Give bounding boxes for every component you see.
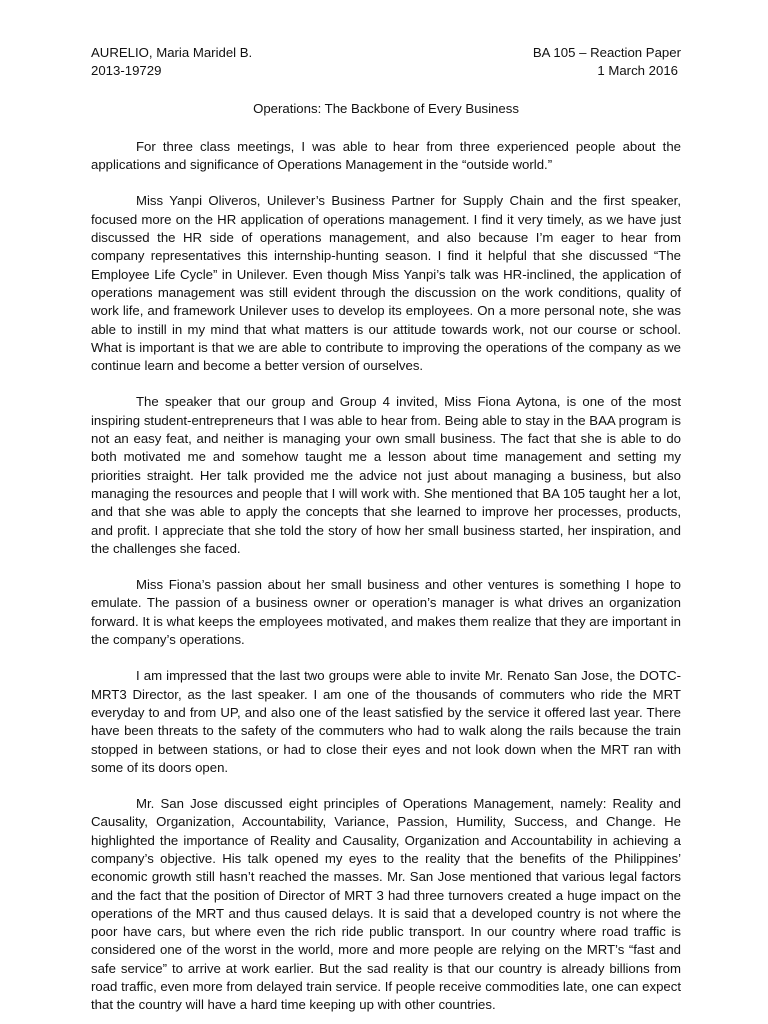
paragraph-second-speaker: The speaker that our group and Group 4 invited, Miss Fiona Aytona, is one of the most inspiring student-entrepreneurs that I was able to hear from. Being able to stay in the BAA program is not an easy feat, and neither is managing your own small business. The fact that she is able to do both motivated me and somehow taught me a lesson about time management and setting my priorities straight. Her talk provided me the advice not just about managing a business, but also managing the resources and people that I will work with. She mentioned that BA 105 taught her a lot, and that she was able to apply the concepts that she learned to improve her processes, products, and profit. I appreciate that she told the story of how her small business started, her inspiration, and the challenges she faced.	[91, 394, 681, 556]
paragraph-third-speaker: I am impressed that the last two groups were able to invite Mr. Renato San Jose, the DOTC-MRT3 Director, as the last speaker. I am one of the thousands of commuters who ride the MRT everyday to and from UP, and also one of the least satisfied by the service it offered last year. There have been threats to the safety of the commuters who had to walk along the rails because the train stopped in between stations, or had to close their eyes and not look down when the MRT ran with some of its doors open.	[91, 668, 681, 775]
paper-date: 1 March 2016	[597, 63, 678, 79]
author-block	[91, 44, 252, 81]
course-block	[533, 44, 681, 81]
paragraph-first-speaker: Miss Yanpi Oliveros, Unilever’s Business Partner for Supply Chain and the first speaker, focused more on the HR application of operations management. I find it very timely, as we have just discussed the HR side of operations management, and also because I’m eager to hear from company representatives this internship-hunting season. I find it helpful that she discussed “The Employee Life Cycle” in Unilever. Even though Miss Yanpi’s talk was HR-inclined, the application of operations management was still evident through the discussion on the work conditions, quality of work life, and framework Unilever uses to develop its employees. On a more personal note, she was able to instill in my mind that what matters is our attitude towards work, not our course or school. What is important is that we are able to contribute to improving the operations of the company as we continue learn and become a better version of ourselves.	[91, 193, 681, 374]
student-number: 2013-19729	[91, 63, 162, 79]
document-header	[91, 44, 681, 81]
paragraph-passion: Miss Fiona’s passion about her small business and other ventures is something I hope to emulate. The passion of a business owner or operation’s manager is what drives an organization forward. It is what keeps the employees motivated, and makes them realize that they are important in the company’s operations.	[91, 577, 681, 648]
course-label: BA 105 – Reaction Paper	[532, 45, 681, 60]
author-name: AURELIO, Maria Maridel B.	[91, 45, 253, 60]
paper-title: Operations: The Backbone of Every Business	[253, 100, 519, 116]
paragraph-intro: For three class meetings, I was able to hear from three experienced people about the applications and significance of Operations Management in the “outside world.”	[91, 138, 681, 173]
paragraph-principles: Mr. San Jose discussed eight principles of Operations Management, namely: Reality and Causality, Organization, Accountability, Variance, Passion, Humility, Success, and Change. He highlighted the importance of Reality and Causality, Organization and Accountability in achieving a company’s objective. His talk opened my eyes to the reality that the benefits of the Philippines’ economic growth still hasn’t reached the masses. Mr. San Jose mentioned that various legal factors and the fact that the position of Director of MRT 3 had three turnovers created a huge impact on the operations of the MRT and thus caused delays. It is said that a developed country is not where the poor have cars, but where even the rich ride public transport. In our country where road traffic is considered one of the worst in the world, more and more people are relying on the MRT’s “fast and safe service” to arrive at work earlier. But the sad reality is that our country is already billions from road traffic, even more from delayed train service. If people receive commodities late, one can expect that the country will have a hard time keeping up with other countries.	[91, 796, 681, 1013]
